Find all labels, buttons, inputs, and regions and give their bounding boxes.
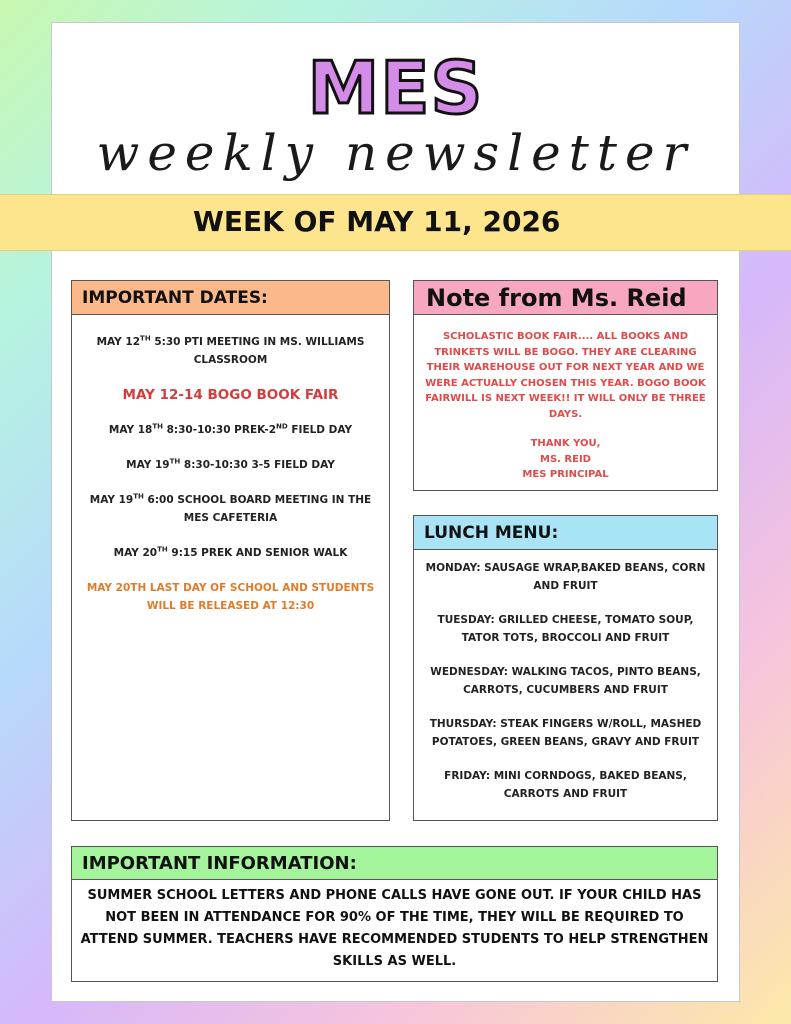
date-suffix: TH: [169, 457, 181, 466]
masthead-subtitle: weekly newsletter: [96, 124, 695, 182]
note-signoff: THANK YOU,: [530, 438, 601, 449]
date-text: MAY 18: [108, 424, 153, 436]
date-suffix: ND: [276, 422, 288, 431]
date-text: 5:30 PTI MEETING IN MS. WILLIAMS CLASSROOM: [150, 336, 365, 366]
note-message: SCHOLASTIC BOOK FAIR.... ALL BOOKS AND TRINKETS WILL BE BOGO. THEY ARE CLEARING THEIR WAREHOUSE OUT FOR NEXT YEAR AND WE WERE ACTUALLY CHOSEN THIS YEAR. BOGO BOOK FAIRWILL IS NEXT WEEK!! IT WILL ONLY BE THREE DAYS.: [425, 331, 706, 420]
important-dates-panel: [71, 280, 390, 821]
date-item-book-fair: MAY 12-14 BOGO BOOK FAIR: [122, 387, 339, 403]
lunch-item-wednesday: WEDNESDAY: WALKING TACOS, PINTO BEANS, CARROTS, CUCUMBERS AND FRUIT: [430, 666, 701, 696]
lunch-menu-heading: LUNCH MENU:: [414, 516, 717, 550]
important-info-heading: IMPORTANT INFORMATION:: [72, 847, 717, 880]
date-item: [80, 491, 381, 527]
principal-note-body: [424, 329, 707, 483]
masthead-title: MES: [307, 46, 484, 130]
date-text: MAY 12: [96, 336, 141, 348]
important-info-panel: [71, 846, 718, 982]
date-item: [80, 544, 381, 562]
date-item: [80, 333, 381, 369]
date-suffix: TH: [152, 422, 163, 431]
note-role: MES PRINCIPAL: [522, 469, 609, 480]
principal-note-heading: Note from Ms. Reid: [414, 281, 717, 315]
date-text: MAY 19: [126, 459, 170, 471]
date-item: [80, 421, 381, 439]
date-item-last-day: MAY 20TH LAST DAY OF SCHOOL AND STUDENTS WILL BE RELEASED AT 12:30: [86, 582, 375, 612]
date-text: MAY 19: [89, 494, 134, 506]
date-text: MAY 20: [113, 547, 158, 559]
date-text: FIELD DAY: [287, 424, 353, 436]
date-text: 6:00 SCHOOL BOARD MEETING IN THE MES CAFETERIA: [143, 494, 372, 524]
important-dates-list: [72, 333, 389, 632]
lunch-menu-list: [422, 560, 709, 820]
date-text: 8:30-10:30 PREK-2: [162, 424, 277, 436]
important-dates-heading: IMPORTANT DATES:: [72, 281, 389, 315]
lunch-item-thursday: THURSDAY: STEAK FINGERS W/ROLL, MASHED POTATOES, GREEN BEANS, GRAVY AND FRUIT: [429, 718, 702, 748]
date-text: 8:30-10:30 3-5 FIELD DAY: [180, 459, 335, 471]
week-label: WEEK OF MAY 11, 2026: [193, 205, 561, 238]
date-item: [80, 456, 381, 474]
lunch-item-friday: FRIDAY: MINI CORNDOGS, BAKED BEANS, CARROTS AND FRUIT: [444, 770, 687, 800]
date-suffix: TH: [140, 334, 151, 343]
date-suffix: TH: [157, 545, 168, 554]
date-suffix: TH: [133, 492, 144, 501]
principal-note-panel: [413, 280, 718, 491]
date-text: 9:15 PREK AND SENIOR WALK: [167, 547, 348, 559]
lunch-item-monday: MONDAY: SAUSAGE WRAP,BAKED BEANS, CORN AND FRUIT: [425, 562, 706, 592]
lunch-menu-panel: [413, 515, 718, 821]
important-info-body: SUMMER SCHOOL LETTERS AND PHONE CALLS HAVE GONE OUT. IF YOUR CHILD HAS NOT BEEN IN ATTENDANCE FOR 90% OF THE TIME, THEY WILL BE REQUIRED TO ATTEND SUMMER. TEACHERS HAVE RECOMMENDED STUDENTS TO HELP STRENGTHEN SKILLS AS WELL.: [80, 888, 709, 969]
note-name: MS. REID: [540, 453, 591, 465]
lunch-item-tuesday: TUESDAY: GRILLED CHEESE, TOMATO SOUP, TATOR TOTS, BROCCOLI AND FRUIT: [437, 614, 694, 644]
